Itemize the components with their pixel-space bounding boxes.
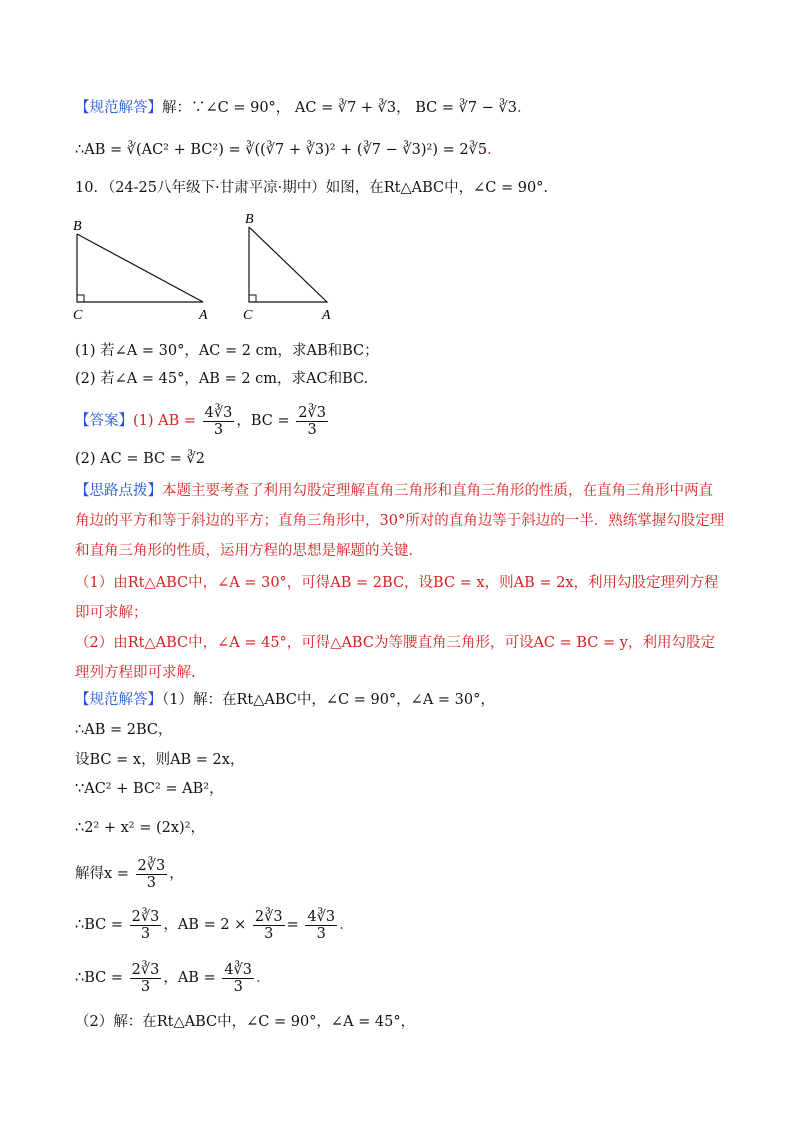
sol-line-5 xyxy=(75,818,205,838)
sol-line-9 xyxy=(75,1012,415,1032)
solution-tag: 【规范解答】 xyxy=(75,692,162,708)
hint-tag: 【思路点拨】 xyxy=(75,483,162,499)
q9-solution-tag: 【规范解答】 xyxy=(75,100,162,116)
sol-line-1 xyxy=(75,690,495,710)
sol-ab-result-fraction xyxy=(305,909,337,942)
answer-ab-num: 4∛3 xyxy=(204,404,233,421)
sol-line-3-text: 设BC = x，则AB = 2x， xyxy=(75,752,245,768)
sol-ab-res-den: 3 xyxy=(316,925,326,942)
sol-final-bc-den: 3 xyxy=(140,978,151,995)
answer-ab-den: 3 xyxy=(213,421,224,438)
sol-final-ab-num: 4∛3 xyxy=(224,961,253,978)
sol-line-6-prefix: 解得x = xyxy=(75,866,129,882)
sol-ab-multiplier-fraction xyxy=(253,909,285,942)
q10-answer-line-1 xyxy=(75,403,330,439)
sol-line-1-text: （1）解：在Rt△ABC中，∠C = 90°，∠A = 30°， xyxy=(162,692,495,708)
sol-final-ab-fraction xyxy=(222,962,254,995)
sol-x-num: 2∛3 xyxy=(137,857,166,874)
answer-bc-fraction xyxy=(296,405,328,438)
fig2-vertex-c: C xyxy=(243,308,253,323)
q10-answer-line-2 xyxy=(75,449,205,469)
q9-solution-text-1: 解：∵∠C = 90°， AC = ∛7 + ∛3， BC = ∛7 − ∛3 xyxy=(162,100,517,116)
answer-2: (2) AC = BC = ∛2 xyxy=(75,451,205,467)
sol-line-6: 解得x = $\frac{2∛3}{3}$ ， xyxy=(75,857,184,891)
answer-bc-num: 2∛3 xyxy=(298,404,326,421)
sol-line-9-text: （2）解：在Rt△ABC中，∠C = 90°，∠A = 45°， xyxy=(75,1014,416,1030)
sol-ab-res-num: 4∛3 xyxy=(307,908,336,925)
sol-line-7-prefix: ∴BC = xyxy=(75,917,124,933)
fig2-vertex-b: B xyxy=(245,212,254,227)
sol-bc-num: 2∛3 xyxy=(131,908,160,925)
triangle-figure-2 xyxy=(235,205,355,327)
sol-bc-fraction xyxy=(130,909,162,942)
q10-part-1 xyxy=(75,341,379,361)
fig1-vertex-a: A xyxy=(199,308,208,323)
q10-part-2-text: (2) 若∠A = 45°，AB = 2 cm，求AC和BC. xyxy=(75,371,369,387)
sol-line-7-mid: ，AB = 2 × xyxy=(163,917,247,933)
sol-line-7: ∴BC = $\frac{2∛3}{3}$ ，AB = 2 × $\frac{2∛3}{3}$ = $\frac{4∛3}{3}$ . xyxy=(75,908,344,942)
sol-final-bc-fraction xyxy=(130,962,162,995)
fig1-vertex-b: B xyxy=(73,219,82,234)
hint-step-2-text: （2）由Rt△ABC中，∠A = 45°，可得△ABC为等腰直角三角形，可设AC = BC = y，利用勾股定理列方程即可求解. xyxy=(75,635,715,681)
sol-x-den: 3 xyxy=(146,874,157,891)
sol-line-7-eq: = xyxy=(286,917,299,933)
hint-step-1-text: （1）由Rt△ABC中，∠A = 30°，可得AB = 2BC，设BC = x，则AB = 2x，利用勾股定理列方程即可求解； xyxy=(75,575,719,621)
q10-part-1-text: (1) 若∠A = 30°，AC = 2 cm，求AB和BC； xyxy=(75,343,379,359)
sol-line-2-text: ∴AB = 2BC， xyxy=(75,722,173,738)
sol-ab-mult-den: 3 xyxy=(264,925,274,942)
sol-line-4-text: ∵AC² + BC² = AB²， xyxy=(75,781,224,797)
answer-tag: 【答案】 xyxy=(75,413,133,429)
hint-paragraph xyxy=(75,476,725,566)
q10-header-text: 10．（24-25八年级下·甘肃平凉·期中）如图，在Rt△ABC中，∠C = 90°. xyxy=(75,180,549,196)
sol-line-8: ∴BC = $\frac{2∛3}{3}$ ，AB = $\frac{4∛3}{3}$ . xyxy=(75,961,261,995)
fig2-vertex-a: A xyxy=(322,308,331,323)
sol-line-5-text: ∴2² + x² = (2x)²， xyxy=(75,820,206,836)
sol-ab-mult-num: 2∛3 xyxy=(254,908,283,925)
q10-part-2 xyxy=(75,369,368,389)
sol-final-bc-num: 2∛3 xyxy=(131,961,160,978)
q9-solution-line-1: 【规范解答】解：∵∠C = 90°， AC = ∛7 + ∛3， BC = ∛7 − ∛3. xyxy=(75,100,522,116)
sol-line-8-mid: ，AB = xyxy=(163,970,216,986)
hint-step-2 xyxy=(75,628,725,688)
triangle-figure-1 xyxy=(65,212,225,327)
answer-1-prefix: (1) AB = xyxy=(133,413,197,429)
q9-solution-line-2: ∴AB = ∛(AC² + BC²) = ∛((∛7 + ∛3)² + (∛7 − ∛3)²) = 2∛5. xyxy=(75,142,492,158)
answer-ab-fraction xyxy=(203,405,235,438)
answer-1-mid: ，BC = xyxy=(236,413,290,429)
fig1-vertex-c: C xyxy=(73,308,83,323)
sol-x-fraction xyxy=(136,858,168,891)
hint-text: 本题主要考查了利用勾股定理解直角三角形和直角三角形的性质，在直角三角形中两直角边的平方和等于斜边的平方；直角三角形中，30°所对的直角边等于斜边的一半．熟练掌握勾股定理和直角三角形的性质，运用方程的思想是解题的关键． xyxy=(75,483,725,559)
hint-step-1 xyxy=(75,568,725,628)
sol-line-2 xyxy=(75,720,172,740)
sol-line-4 xyxy=(75,779,224,799)
sol-final-ab-den: 3 xyxy=(233,978,243,995)
sol-line-8-prefix: ∴BC = xyxy=(75,970,124,986)
q10-header xyxy=(75,178,548,198)
answer-bc-den: 3 xyxy=(307,421,317,438)
sol-bc-den: 3 xyxy=(140,925,151,942)
sol-line-3 xyxy=(75,750,244,770)
q9-solution-text-2: ∴AB = ∛(AC² + BC²) = ∛((∛7 + ∛3)² + (∛7 − ∛3)²) = 2∛5 xyxy=(75,142,488,158)
